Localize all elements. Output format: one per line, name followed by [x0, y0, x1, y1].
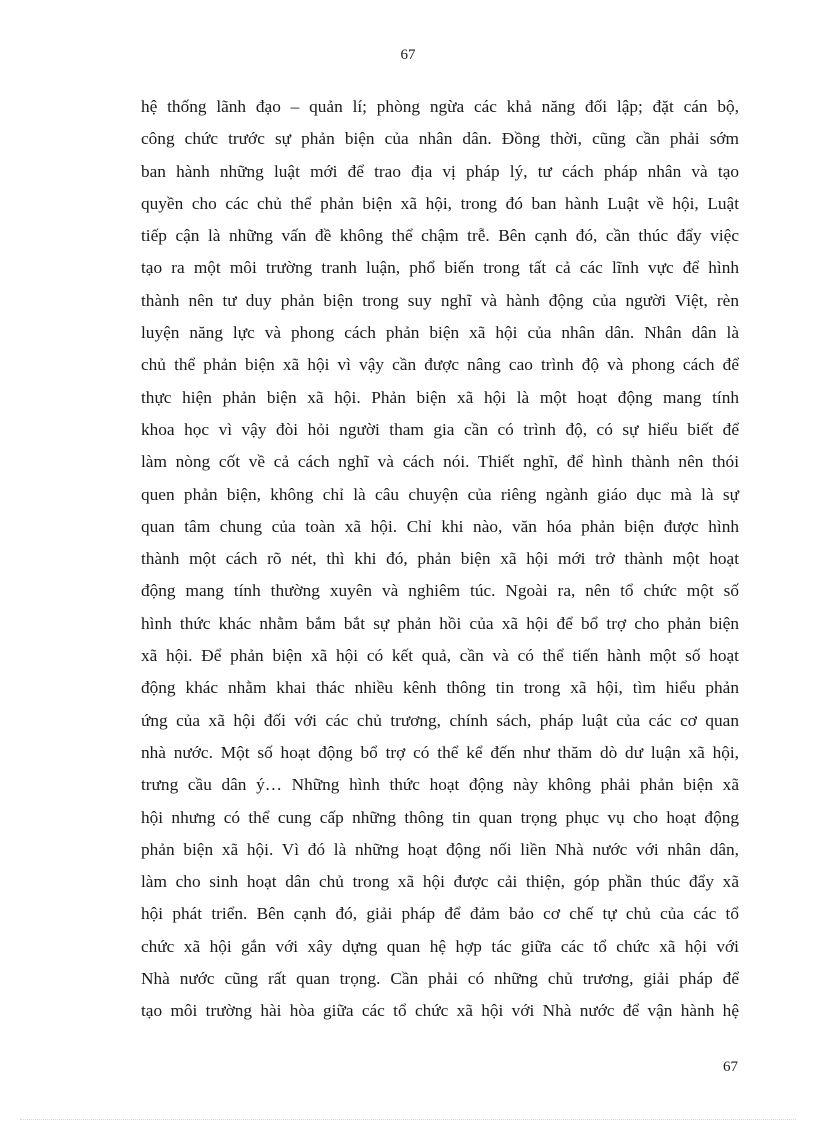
body-text: [141, 91, 739, 1028]
text-line: hệ thống lãnh đạo – quản lí; phòng ngừa các khả năng đối lập; đặt cán bộ,: [141, 97, 739, 116]
page-number-bottom: 67: [723, 1059, 738, 1075]
text-line: ứng của xã hội đối với các chủ trương, chính sách, pháp luật của các cơ quan: [141, 710, 739, 730]
text-line: hội nhưng có thể cung cấp những thông tin quan trọng phục vụ cho hoạt động: [141, 807, 739, 827]
text-line: thành một cách rõ nét, thì khi đó, phản biện xã hội mới trở thành một hoạt: [141, 549, 739, 569]
text-line: Nhà nước cũng rất quan trọng. Cần phải có những chủ trương, giải pháp để: [141, 969, 739, 989]
text-line: quen phản biện, không chỉ là câu chuyện của riêng ngành giáo dục mà là sự: [141, 484, 739, 504]
text-line: phản biện xã hội. Vì đó là những hoạt động nối liền Nhà nước với nhân dân,: [141, 839, 739, 859]
text-line: tiếp cận là những vấn đề không thể chậm trễ. Bên cạnh đó, cần thúc đẩy việc: [141, 226, 739, 246]
text-line: nhà nước. Một số hoạt động bổ trợ có thể kể đến như thăm dò dư luận xã hội,: [141, 742, 739, 762]
page-number-top: 67: [400, 47, 416, 63]
text-line: làm cho sinh hoạt dân chủ trong xã hội được cải thiện, góp phần thúc đẩy xã: [141, 872, 739, 892]
text-line: hội phát triển. Bên cạnh đó, giải pháp để đảm bảo cơ chế tự chủ của các tổ: [141, 904, 739, 924]
page-bottom-rule: [20, 1119, 796, 1120]
text-line: ban hành những luật mới để trao địa vị pháp lý, tư cách pháp nhân và tạo: [141, 161, 739, 181]
text-line: trưng cầu dân ý… Những hình thức hoạt động này không phải phản biện xã: [141, 775, 739, 795]
text-line: làm nòng cốt về cả cách nghĩ và cách nói. Thiết nghĩ, để hình thành nên thói: [141, 452, 739, 472]
text-line: hình thức khác nhằm bắm bắt sự phản hồi của xã hội để bổ trợ cho phản biện: [141, 613, 739, 633]
text-line: công chức trước sự phản biện của nhân dân. Đồng thời, cũng cần phải sớm: [141, 129, 739, 149]
text-line: chủ thể phản biện xã hội vì vậy cần được nâng cao trình độ và phong cách để: [141, 355, 739, 375]
text-line: quyền cho các chủ thể phản biện xã hội, trong đó ban hành Luật về hội, Luật: [141, 193, 739, 213]
text-line: thực hiện phản biện xã hội. Phản biện xã hội là một hoạt động mang tính: [141, 387, 739, 407]
text-line: khoa học vì vậy đòi hỏi người tham gia cần có trình độ, có sự hiểu biết để: [141, 419, 739, 439]
text-line: xã hội. Để phản biện xã hội có kết quả, cần và có thể tiến hành một số hoạt: [141, 646, 739, 666]
text-line: quan tâm chung của toàn xã hội. Chỉ khi nào, văn hóa phản biện được hình: [141, 516, 739, 536]
text-line: thành nên tư duy phản biện trong suy nghĩ và hành động của người Việt, rèn: [141, 290, 739, 310]
text-line: động khác nhằm khai thác nhiều kênh thông tin trong xã hội, tìm hiểu phản: [141, 678, 739, 698]
text-line: động mang tính thường xuyên và nghiêm túc. Ngoài ra, nên tổ chức một số: [141, 581, 739, 601]
text-line: luyện năng lực và phong cách phản biện xã hội của nhân dân. Nhân dân là: [141, 323, 739, 343]
text-line: tạo môi trường hài hòa giữa các tổ chức xã hội với Nhà nước để vận hành hệ: [141, 1001, 739, 1021]
text-line: chức xã hội gắn với xây dựng quan hệ hợp tác giữa các tổ chức xã hội với: [141, 936, 739, 956]
text-line: tạo ra một môi trường tranh luận, phổ biến trong tất cả các lĩnh vực để hình: [141, 258, 739, 278]
